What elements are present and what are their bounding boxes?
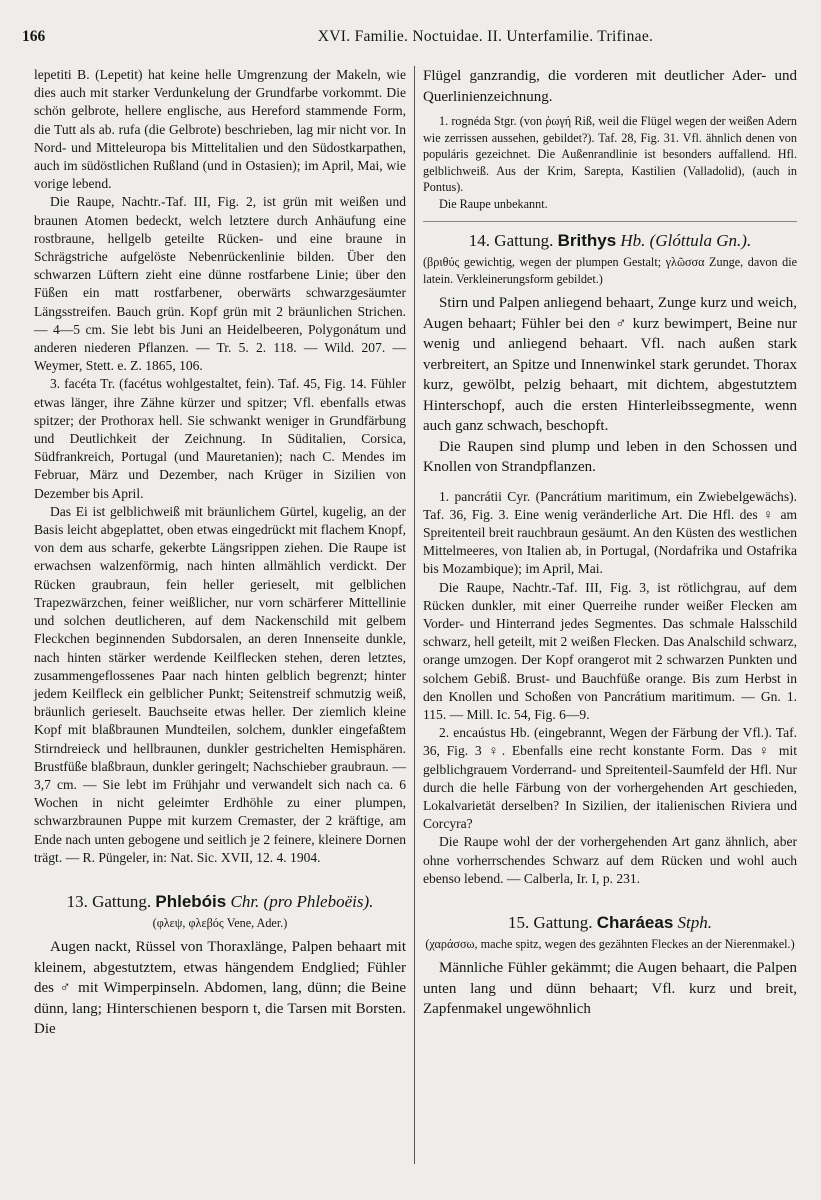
genus-number: 13. Gattung. <box>66 891 152 911</box>
paragraph-encaustus: 2. encaústus Hb. (eingebrannt, Wegen der Färbung der Vfl.). Taf. 36, Fig. 3 ♀. Ebenfalls eine recht konstante Form. Das ♀ mit gelblichgrauem Vorderrand- und Spreitenteil-Saumfeld der Hfl. Nur durch die helle Färbung von der vorhergehenden Art geschieden, Lokalvarietät derselben? In Sizilien, der italienischen Riviera und Corcyra? <box>423 725 797 832</box>
paragraph-fluegel: Flügel ganzrandig, die vorderen mit deutlicher Ader- und Querlinienzeichnung. <box>423 68 797 105</box>
genus-author: Stph. <box>677 912 713 932</box>
genus-etymology: (χαράσσω, mache spitz, wegen des gezähnten Fleckes an der Nierenmakel.) <box>425 936 795 951</box>
genus-name: Brithys <box>557 231 617 250</box>
paragraph-raupe-pancratii: Die Raupe, Nachtr.-Taf. III, Fig. 3, ist rötlichgrau, auf dem Rücken dunkler, mit einer Querreihe runder weißer Flecken am Vorder- und Hinterrand jedes Segmentes. Das schmale Halsschild schwarz, hell geteilt, mit 2 weißen Flecken. Das Analschild schwarz, orange umzogen. Der Kopf orangerot mit 2 schwarzen Punkten und solchem Gebiß. Brust- und Bauchfüße orange. Bis zum Herbst in den Knollen und Schoßen von Pancrátium maritimum. — Gn. 1. 115. — Mill. Ic. 54, Fig. 6—9. <box>423 579 797 722</box>
genus-author: Hb. (Glóttula Gn.). <box>620 231 752 250</box>
paragraph-pancratii: 1. pancrátii Cyr. (Pancrátium maritimum, ein Zwiebelgewächs). Taf. 36, Fig. 3. Eine wenig veränderliche Art. Die Hfl. des ♀ am Spreitenteil breit rauchbraun gesäumt. An den Küsten des westlichen Mittelmeeres, von Italien ab, in Portugal, (Nordafrika und Ostafrika bis Mozambique); im April, Mai. <box>423 488 797 577</box>
paragraph-raupe-lepetiti: Die Raupe, Nachtr.-Taf. III, Fig. 2, ist grün mit weißen und braunen Atomen bedeckt, welch letztere durch Anhäufung eine rostbraune, hellgelb geteilte Rücken- und eine braune in Schrägstriche aufgelöste Nebenrückenlinie bilden. Über den schwarzen Lüftern zieht eine dünne rostfarbene Linie; über den Füßen ein matt rostfarbener, oberwärts schwarzgesäumter Längsstreifen. Bauch grün. Kopf grün mit 2 bräunlichen Strichen. — 4—5 cm. Sie lebt bis Juni an Heidelbeeren, Polygonátum und anderen niederen Pflanzen. — Tr. 5. 2. 118. — Wild. 207. — Weymer, Stett. e. Z. 1865, 106. <box>34 194 406 374</box>
genus-heading-15 <box>423 912 797 934</box>
paragraph-raupen: Die Raupen sind plump und leben in den Schossen und Knollen von Strandpflanzen. <box>423 438 797 475</box>
paragraph-raupe-encaustus: Die Raupe wohl der der vorhergehenden Art ganz ähnlich, aber ohne vorherrschendes Schwarz auf dem Rücken und wohl auch ebenso lebend. — Calberla, Ir. I, p. 231. <box>423 834 797 886</box>
genus-description: Männliche Fühler gekämmt; die Augen behaart, die Palpen unten lang und dünn behaart; Vfl. kurz und breit, Zapfenmakel ungewöhnlich <box>423 960 797 1018</box>
page-number: 166 <box>22 28 46 45</box>
genus-description: Stirn und Palpen anliegend behaart, Zunge kurz und weich, Augen behaart; Fühler bei den ♂ kurz bewimpert, Beine nur wenig und anliegend behaart. Vfl. nach außen stark verbreitert, an Spitze und Innenwinkel stark gerundet. Thorax kurz, gewölbt, pelzig behaart, mit dichtem, abgestutztem Hinterschopf, auch die ersten Hinterleibssegmente, wenn auch ganz schwach, beschopft. <box>423 295 797 434</box>
paragraph-rogneda: 1. rognéda Stgr. (von ῥωγή Riß, weil die Flügel wegen der weißen Adern wie zerrissen aussehen, gebildet?). Taf. 28, Fig. 31. Vfl. ähnlich denen von populáris gezeichnet. Die Außenrandlinie ist besonders auffallend. Hfl. gelblichweiß. Aus der Krim, Sarepta, Kastilien (Valladolid), (auch in Pontus). <box>423 114 797 194</box>
genus-number: 15. Gattung. <box>507 912 593 932</box>
section-rule <box>423 221 797 222</box>
genus-author: Chr. (pro Phleboëis). <box>230 891 374 911</box>
column-divider <box>414 66 415 1164</box>
paragraph-raupe-unbekannt: Die Raupe unbekannt. <box>439 196 548 211</box>
genus-name: Phlebóis <box>155 891 227 911</box>
genus-etymology: (βριθύς gewichtig, wegen der plumpen Gestalt; γλῶσσα Zunge, davon die latein. Verkleinerungsform gebildet.) <box>423 255 797 286</box>
genus-name: Charáeas <box>596 912 674 932</box>
paragraph-lepetiti: lepetiti B. (Lepetit) hat keine helle Umgrenzung der Makeln, wie dies auch mit starker Verdunkelung der Grundfarbe vorkommt. Die schön gelbrote, hellere englische, aus Hereford stammende Form, die Tutt als ab. rufa (die Gelbrote) beschrieben, lag mir nicht vor. In Nord- und Mitteleuropa bis Mittelitalien und den Südostkarpathen, auch im südöstlichen Rußland (und in Ostasien); im April, Mai, wie vorige lebend. <box>34 67 406 192</box>
genus-heading-14 <box>423 230 797 252</box>
page-header <box>22 28 799 52</box>
genus-number: 14. Gattung. <box>468 231 554 250</box>
genus-description: Augen nackt, Rüssel von Thoraxlänge, Palpen behaart mit kleinem, abgestutztem, etwas hängendem Endglied; Fühler des ♂ mit Wimperpinseln. Abdomen, lang, dünn; die Beine dünn, lang; Hinterschienen besporn t, die Tarsen mit Borsten. Die <box>34 939 406 1038</box>
right-column <box>423 66 797 1020</box>
running-title: XVI. Familie. Noctuidae. II. Unterfamilie. Trifinae. <box>317 28 654 45</box>
left-column <box>34 66 406 1040</box>
genus-etymology: (φλεψ, φλεβός Vene, Ader.) <box>152 915 288 930</box>
paragraph-faceta: 3. facéta Tr. (facétus wohlgestaltet, fein). Taf. 45, Fig. 14. Fühler etwas länger, ihre Zähne kürzer und spitzer; Vfl. ebenfalls etwas spitzer; der Prothorax hell. Sie schwankt weniger in Grundfärbung und Deutlichkeit der Zeichnung. In Süditalien, Corsica, Südfrankreich, Portugal (und Mauretanien); nach C. Mendes im Februar, März und Dezember, nach Krüger in Sizilien von Dezember bis April. <box>34 376 406 501</box>
genus-heading-13 <box>34 891 406 913</box>
paragraph-ei-raupe: Das Ei ist gelblichweiß mit bräunlichem Gürtel, kugelig, an der Basis leicht abgeplattet, oben etwas eingedrückt mit flachem Knopf, von dem aus scharfe, gekerbte Längsrippen ziehen. Die Raupe ist erwachsen walzenförmig, nach hinten allmählich verdickt. Der Rücken graubraun, fein heller gerieselt, mit gelblichen Trapezwärzchen, feiner weißlicher, nur vorn schärferer Mittellinie und solchen deutlicheren, auf dem Nackenschild mit gelbem Fleckchen beginnenden Subdorsalen, an deren Innenseite dunkle, nach hinten stärker werdende Keilflecken stehen, deren letztes, zusammengeflossenes Paar nach hinten gelblich begrenzt; hinter jedem Keilfleck ein gelblicher Punkt; Seitenstreif schmutzig weiß, bräunlich gerieselt. Bauchseite etwas heller. Der ziemlich kleine Kopf mit blaßbraunen Mundteilen, solchem, dunkler eingefaßtem Stirndreieck und hellbraunen, dunkler gestrichelten Hemisphären. Brustfüße blaßbraun, dunkler geringelt; Nachschieber graubraun. — 3,7 cm. — Sie lebt im Frühjahr und verwandelt sich nach ca. 6 Wochen in nicht geleimter Erdhöhle zu einer plumpen, schwarzbraunen Puppe mit kurzem Cremaster, der 2 kräftige, am Ende nach unten gebogene und seitlich je 2 feinere, kleinere Dornen trägt. — R. Püngeler, in: Nat. Sic. XVII, 12. 4. 1904. <box>34 503 406 865</box>
